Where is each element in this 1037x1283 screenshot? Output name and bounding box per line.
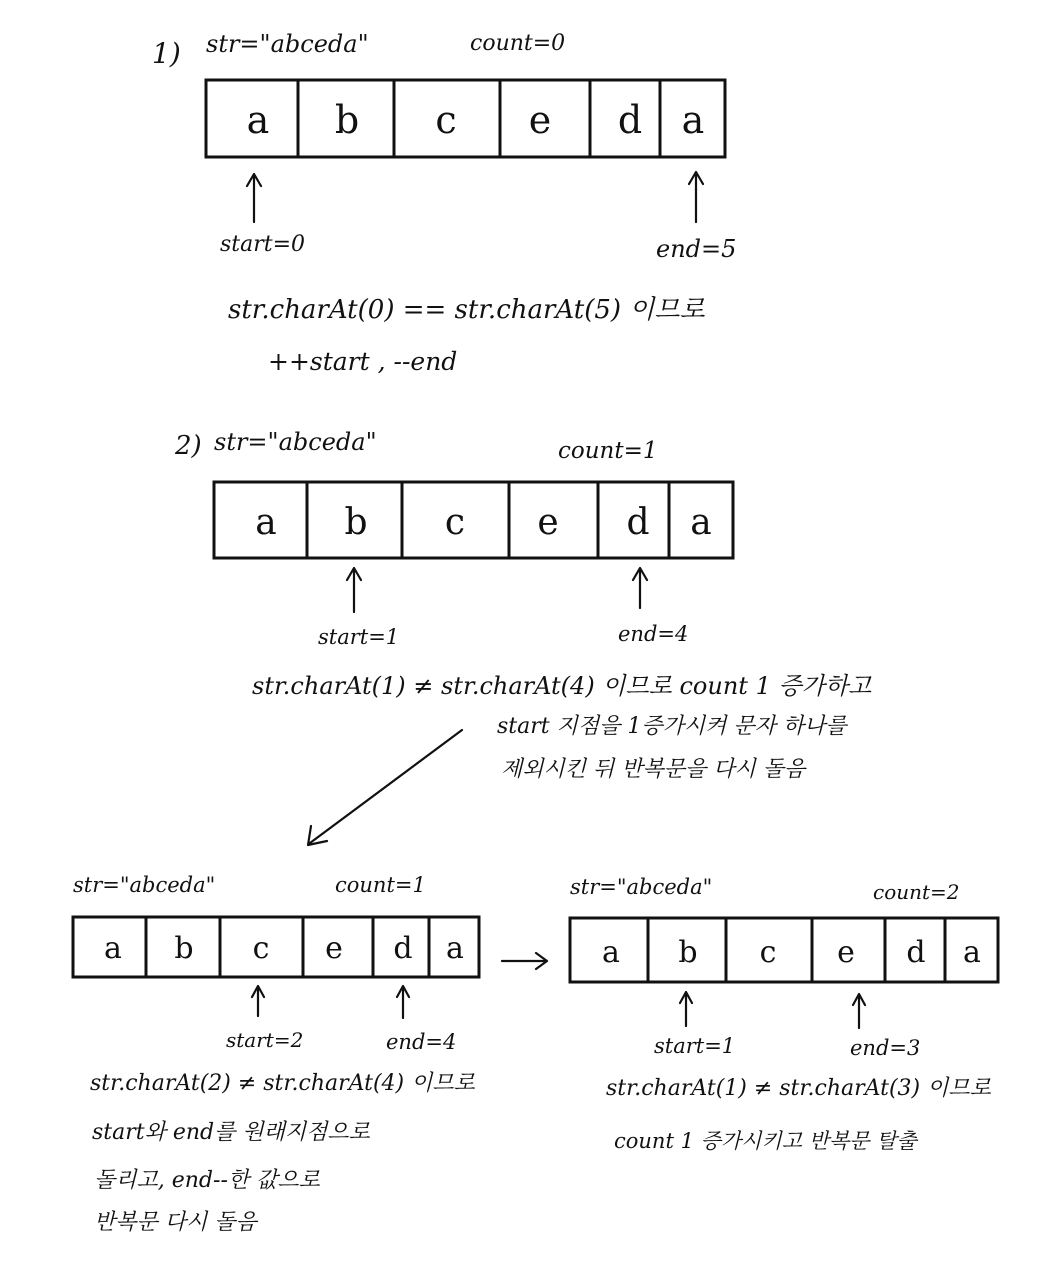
step4-cell: e bbox=[837, 935, 855, 970]
step4-cell: d bbox=[906, 935, 926, 970]
step3-cell: a bbox=[446, 931, 464, 966]
step1-cell: a bbox=[681, 98, 705, 142]
step3-note-line: 반복문 다시 돌음 bbox=[94, 1210, 257, 1235]
step3-end-label: end=4 bbox=[386, 1030, 457, 1054]
step1-cell: d bbox=[617, 98, 643, 142]
step2-cell: b bbox=[344, 502, 368, 543]
step4-cell: a bbox=[963, 935, 981, 970]
step1-start-label: start=0 bbox=[220, 232, 306, 257]
step1-note-line: str.charAt(0) == str.charAt(5) 이므로 bbox=[228, 295, 705, 325]
step2-cell: a bbox=[690, 502, 712, 543]
step1-end-label: end=5 bbox=[656, 235, 737, 263]
step3-string-label: str="abceda" bbox=[73, 873, 216, 897]
step1-note-line: ++start , --end bbox=[268, 347, 458, 376]
step2-note-line: 제외시킨 뒤 반복문을 다시 돌음 bbox=[501, 757, 806, 782]
step2-pointer-arrows bbox=[347, 568, 647, 612]
step2-cell: a bbox=[255, 502, 277, 543]
step3-cell: c bbox=[252, 931, 270, 966]
step2-cell: d bbox=[626, 502, 650, 543]
step3-note-line: 돌리고, end--한 값으로 bbox=[94, 1168, 320, 1193]
step3-pointer-arrows bbox=[252, 986, 409, 1018]
step4-string-label: str="abceda" bbox=[570, 875, 713, 899]
step4-note-line: count 1 증가시키고 반복문 탈출 bbox=[614, 1129, 917, 1153]
step3-cell: a bbox=[104, 931, 122, 966]
step4-cell: b bbox=[678, 935, 698, 970]
step2-note-line: str.charAt(1) ≠ str.charAt(4) 이므로 count 1 증가하고 bbox=[252, 672, 872, 700]
step1-cell: a bbox=[246, 98, 270, 142]
step3-cell: d bbox=[393, 931, 413, 966]
step1-string-label: str="abceda" bbox=[206, 30, 369, 58]
diagonal-flow-arrow bbox=[308, 730, 462, 845]
step2-array bbox=[214, 482, 733, 558]
step4-count-label: count=2 bbox=[873, 880, 960, 904]
step2-count-label: count=1 bbox=[558, 438, 658, 464]
horizontal-flow-arrow bbox=[502, 953, 547, 969]
step2-start-label: start=1 bbox=[318, 625, 400, 649]
step4-cell: a bbox=[602, 935, 620, 970]
step3-array bbox=[73, 917, 479, 977]
step2-note-line: start 지점을 1증가시켜 문자 하나를 bbox=[497, 714, 847, 739]
step1-array bbox=[206, 80, 725, 157]
step2-cell: e bbox=[537, 502, 559, 543]
step3-cell: e bbox=[325, 931, 343, 966]
step2-end-label: end=4 bbox=[618, 622, 689, 646]
step1-cell: b bbox=[334, 98, 360, 142]
step2-string-label: str="abceda" bbox=[214, 428, 377, 456]
step3-start-label: start=2 bbox=[226, 1028, 304, 1052]
step1-cell: e bbox=[528, 98, 552, 142]
step3-cell: b bbox=[174, 931, 194, 966]
step3-note-line: str.charAt(2) ≠ str.charAt(4) 이므로 bbox=[90, 1071, 475, 1096]
step4-end-label: end=3 bbox=[850, 1036, 921, 1060]
step1-pointer-arrows bbox=[247, 172, 703, 222]
step4-cell: c bbox=[759, 935, 777, 970]
step1-count-label: count=0 bbox=[470, 31, 566, 56]
step3-count-label: count=1 bbox=[335, 873, 426, 897]
step4-note-line: str.charAt(1) ≠ str.charAt(3) 이므로 bbox=[606, 1076, 991, 1101]
step2-cell: c bbox=[444, 502, 466, 543]
step4-pointer-arrows bbox=[680, 992, 865, 1028]
step4-array bbox=[570, 918, 998, 982]
step2-number: 2) bbox=[175, 431, 202, 461]
step1-cell: c bbox=[435, 98, 457, 142]
step3-note-line: start와 end를 원래지점으로 bbox=[92, 1120, 370, 1145]
step4-start-label: start=1 bbox=[654, 1034, 736, 1058]
step1-number: 1) bbox=[152, 37, 181, 70]
